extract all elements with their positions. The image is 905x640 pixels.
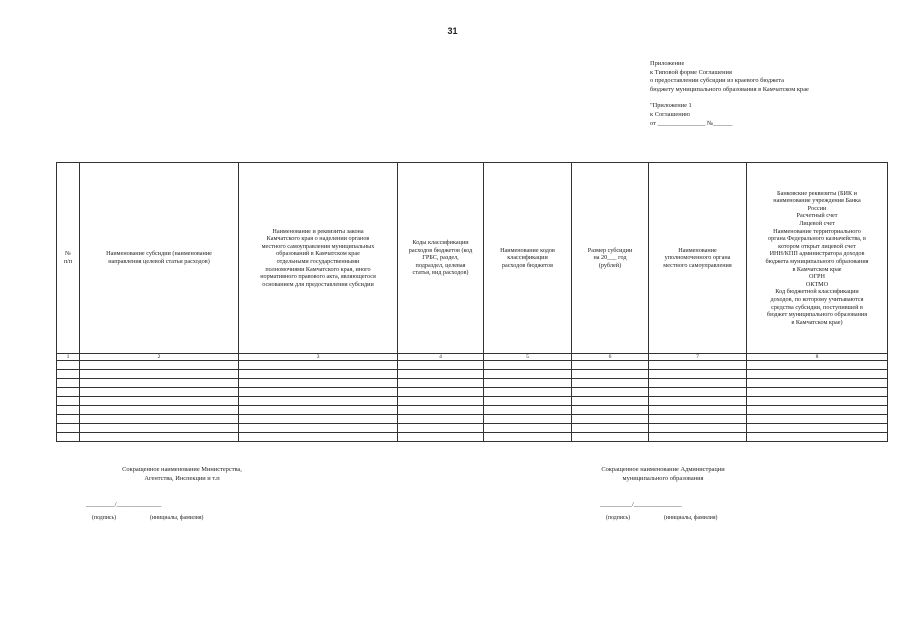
table-cell xyxy=(80,397,239,406)
column-header-line: ИНН/КПП администратора доходов xyxy=(769,250,865,258)
column-header-line: ОГРН xyxy=(809,273,825,281)
column-header-line: наименование учреждения Банка xyxy=(773,197,861,205)
column-header-line: Размер субсидии xyxy=(587,246,633,254)
table-cell xyxy=(484,370,572,379)
table-cell xyxy=(572,415,649,424)
table-cell xyxy=(747,379,888,388)
table-cell xyxy=(57,370,80,379)
column-number: 6 xyxy=(572,354,649,361)
column-header-7 xyxy=(649,163,747,354)
table-cell xyxy=(747,424,888,433)
column-header-line: Наименование xyxy=(678,246,717,254)
column-header-line: Коды классификации xyxy=(412,239,469,247)
table-cell xyxy=(572,433,649,442)
table-cell xyxy=(239,388,398,397)
column-header-line: классификации xyxy=(507,254,548,262)
table-cell xyxy=(239,370,398,379)
signature-left-line: _________/______________ xyxy=(86,501,162,508)
column-header-6 xyxy=(572,163,649,354)
table-cell xyxy=(649,433,747,442)
column-header-line: уполномоченного органа xyxy=(664,254,731,262)
table-cell xyxy=(484,388,572,397)
column-header-line: доходов, по которому учитываются xyxy=(770,295,864,303)
table-cell xyxy=(572,361,649,370)
column-header-line: Наименование кодов xyxy=(500,246,555,254)
appendix-line: о предоставлении субсидии из краевого бюджета xyxy=(650,77,784,85)
table-cell xyxy=(649,370,747,379)
table-cell xyxy=(398,433,484,442)
column-header-line: основанием для предоставления субсидии xyxy=(262,280,374,288)
table-cell xyxy=(572,424,649,433)
table-cell xyxy=(57,424,80,433)
column-header-2 xyxy=(80,163,239,354)
column-header-line: нормативного правового акта, являющегося xyxy=(260,273,376,281)
table-cell xyxy=(398,388,484,397)
table-row xyxy=(57,424,888,433)
table-row xyxy=(57,370,888,379)
subsidy-table xyxy=(56,162,888,442)
table-cell xyxy=(57,433,80,442)
table-cell xyxy=(80,424,239,433)
table-cell xyxy=(747,361,888,370)
column-header-line: бюджет муниципального образования xyxy=(766,311,868,319)
table-row xyxy=(57,361,888,370)
table-row xyxy=(57,379,888,388)
column-header-line: на 20___ год xyxy=(593,254,627,262)
signature-left-title xyxy=(82,466,282,483)
column-number: 2 xyxy=(80,354,239,361)
table-cell xyxy=(747,397,888,406)
table-row xyxy=(57,433,888,442)
table-cell xyxy=(80,361,239,370)
table-cell xyxy=(484,361,572,370)
column-header-line: расходов бюджетов xyxy=(501,261,554,269)
signature-left-hint-name: (инициалы, фамилия) xyxy=(150,515,204,521)
table-cell xyxy=(80,415,239,424)
signature-right-line: __________/_______________ xyxy=(600,501,682,508)
table-cell xyxy=(747,370,888,379)
appendix-line: к Типовой форме Соглашения xyxy=(650,68,732,76)
column-header-line: Банковские реквизиты (БИК и xyxy=(777,189,857,197)
table-cell xyxy=(649,379,747,388)
table-row xyxy=(57,415,888,424)
column-header-line: п/п xyxy=(63,258,73,265)
column-header-line: в Камчатском крае) xyxy=(791,318,843,326)
column-number: 1 xyxy=(57,354,80,361)
table-cell xyxy=(572,370,649,379)
table-cell xyxy=(484,406,572,415)
column-header-line: Расчетный счет xyxy=(796,212,838,220)
table-cell xyxy=(398,370,484,379)
column-header-line: ГРБС, раздел, xyxy=(422,254,459,262)
column-number: 7 xyxy=(649,354,747,361)
table-cell xyxy=(649,406,747,415)
table-cell xyxy=(239,433,398,442)
signature-left-title-line: Сокращенное наименование Министерства, xyxy=(122,466,242,473)
table-cell xyxy=(572,397,649,406)
table-cell xyxy=(57,361,80,370)
table-cell xyxy=(398,415,484,424)
appendix-line: "Приложение 1 xyxy=(650,102,692,110)
table-cell xyxy=(398,406,484,415)
column-header-line: местного самоуправления муниципальных xyxy=(261,242,375,250)
column-header-line: органа Федерального казначейства, в xyxy=(768,235,866,243)
table-row xyxy=(57,388,888,397)
column-header-line: расходов бюджетов (код xyxy=(408,246,473,254)
table-cell xyxy=(649,415,747,424)
table-cell xyxy=(57,406,80,415)
table-cell xyxy=(747,415,888,424)
column-header-3 xyxy=(239,163,398,354)
appendix-line: от _______________ №______ xyxy=(650,119,733,127)
appendix-line: Приложение xyxy=(650,60,685,67)
table-cell xyxy=(484,379,572,388)
table-cell xyxy=(80,370,239,379)
column-header-line: Наименование субсидии (наименование xyxy=(106,250,212,258)
appendix-line: к Соглашению xyxy=(650,110,690,118)
table-cell xyxy=(649,397,747,406)
column-number-row xyxy=(57,354,888,361)
signature-left-hint-sign: (подпись) xyxy=(92,515,117,521)
signature-left-title-line: Агентства, Инспекции и т.п xyxy=(144,474,220,482)
appendix-header xyxy=(650,60,809,128)
table-cell xyxy=(572,388,649,397)
column-header-line: образований в Камчатском крае xyxy=(276,250,360,258)
column-header-1 xyxy=(57,163,80,354)
table-cell xyxy=(484,397,572,406)
page-number: 31 xyxy=(447,26,458,36)
column-header-line: местного самоуправления xyxy=(663,261,732,269)
table-cell xyxy=(239,379,398,388)
column-header-line: средства субсидии, поступившей в xyxy=(771,303,863,311)
table-cell xyxy=(484,415,572,424)
signature-right-hint-sign: (подпись) xyxy=(606,515,631,521)
column-header-4 xyxy=(398,163,484,354)
signature-right-title xyxy=(578,466,748,483)
column-header-line: статья, вид расходов) xyxy=(412,269,469,277)
column-header-line: № xyxy=(65,250,71,258)
table-cell xyxy=(239,361,398,370)
column-header-line: Камчатского края о наделении органов xyxy=(266,235,370,243)
column-header-line: направления целевой статьи расходов) xyxy=(108,258,210,265)
column-header-line: котором открыт лицевой счет xyxy=(778,242,856,250)
table-header-row xyxy=(57,163,888,354)
column-number: 5 xyxy=(484,354,572,361)
signature-right-title-line: муниципального образования xyxy=(622,474,704,482)
table-cell xyxy=(484,433,572,442)
table-cell xyxy=(747,406,888,415)
column-header-line: подраздел, целевая xyxy=(415,261,466,269)
column-header-line: Наименование территориального xyxy=(773,227,861,235)
signature-right-title-line: Сокращенное наименование Администрации xyxy=(601,466,725,473)
table-cell xyxy=(239,424,398,433)
appendix-line: бюджету муниципального образования в Камчатском крае xyxy=(650,85,809,93)
table-cell xyxy=(398,379,484,388)
table-cell xyxy=(649,424,747,433)
column-number: 3 xyxy=(239,354,398,361)
column-header-8 xyxy=(747,163,888,354)
signature-right-hint-name: (инициалы, фамилия) xyxy=(664,515,718,521)
table-row xyxy=(57,397,888,406)
table-cell xyxy=(649,361,747,370)
column-header-line: бюджета муниципального образования xyxy=(765,258,869,265)
column-header-line: в Камчатском крае xyxy=(792,265,842,273)
table-cell xyxy=(398,397,484,406)
column-number: 4 xyxy=(398,354,484,361)
table-cell xyxy=(572,379,649,388)
column-header-line: Наименование и реквизиты закона xyxy=(272,227,364,235)
table-cell xyxy=(80,379,239,388)
column-header-line: ОКТМО xyxy=(805,280,829,288)
column-header-5 xyxy=(484,163,572,354)
table-row xyxy=(57,406,888,415)
column-number: 8 xyxy=(747,354,888,361)
table-cell xyxy=(747,433,888,442)
table-cell xyxy=(57,415,80,424)
table-cell xyxy=(572,406,649,415)
column-header-line: Код бюджетной классификации xyxy=(775,288,859,296)
table-cell xyxy=(57,397,80,406)
table-cell xyxy=(239,397,398,406)
table-cell xyxy=(747,388,888,397)
table-cell xyxy=(57,379,80,388)
column-header-line: отдельными государственными xyxy=(276,258,360,265)
table-cell xyxy=(57,388,80,397)
column-header-line: полномочиями Камчатского края, иного xyxy=(265,265,371,273)
table-cell xyxy=(398,361,484,370)
table-cell xyxy=(239,415,398,424)
table-cell xyxy=(80,433,239,442)
table-cell xyxy=(484,424,572,433)
column-header-line: (рублей) xyxy=(598,261,622,269)
table-cell xyxy=(649,388,747,397)
table-cell xyxy=(398,424,484,433)
table-cell xyxy=(239,406,398,415)
column-header-line: России xyxy=(807,204,827,212)
table-cell xyxy=(80,388,239,397)
table-cell xyxy=(80,406,239,415)
column-header-line: Лицевой счет xyxy=(799,220,835,228)
